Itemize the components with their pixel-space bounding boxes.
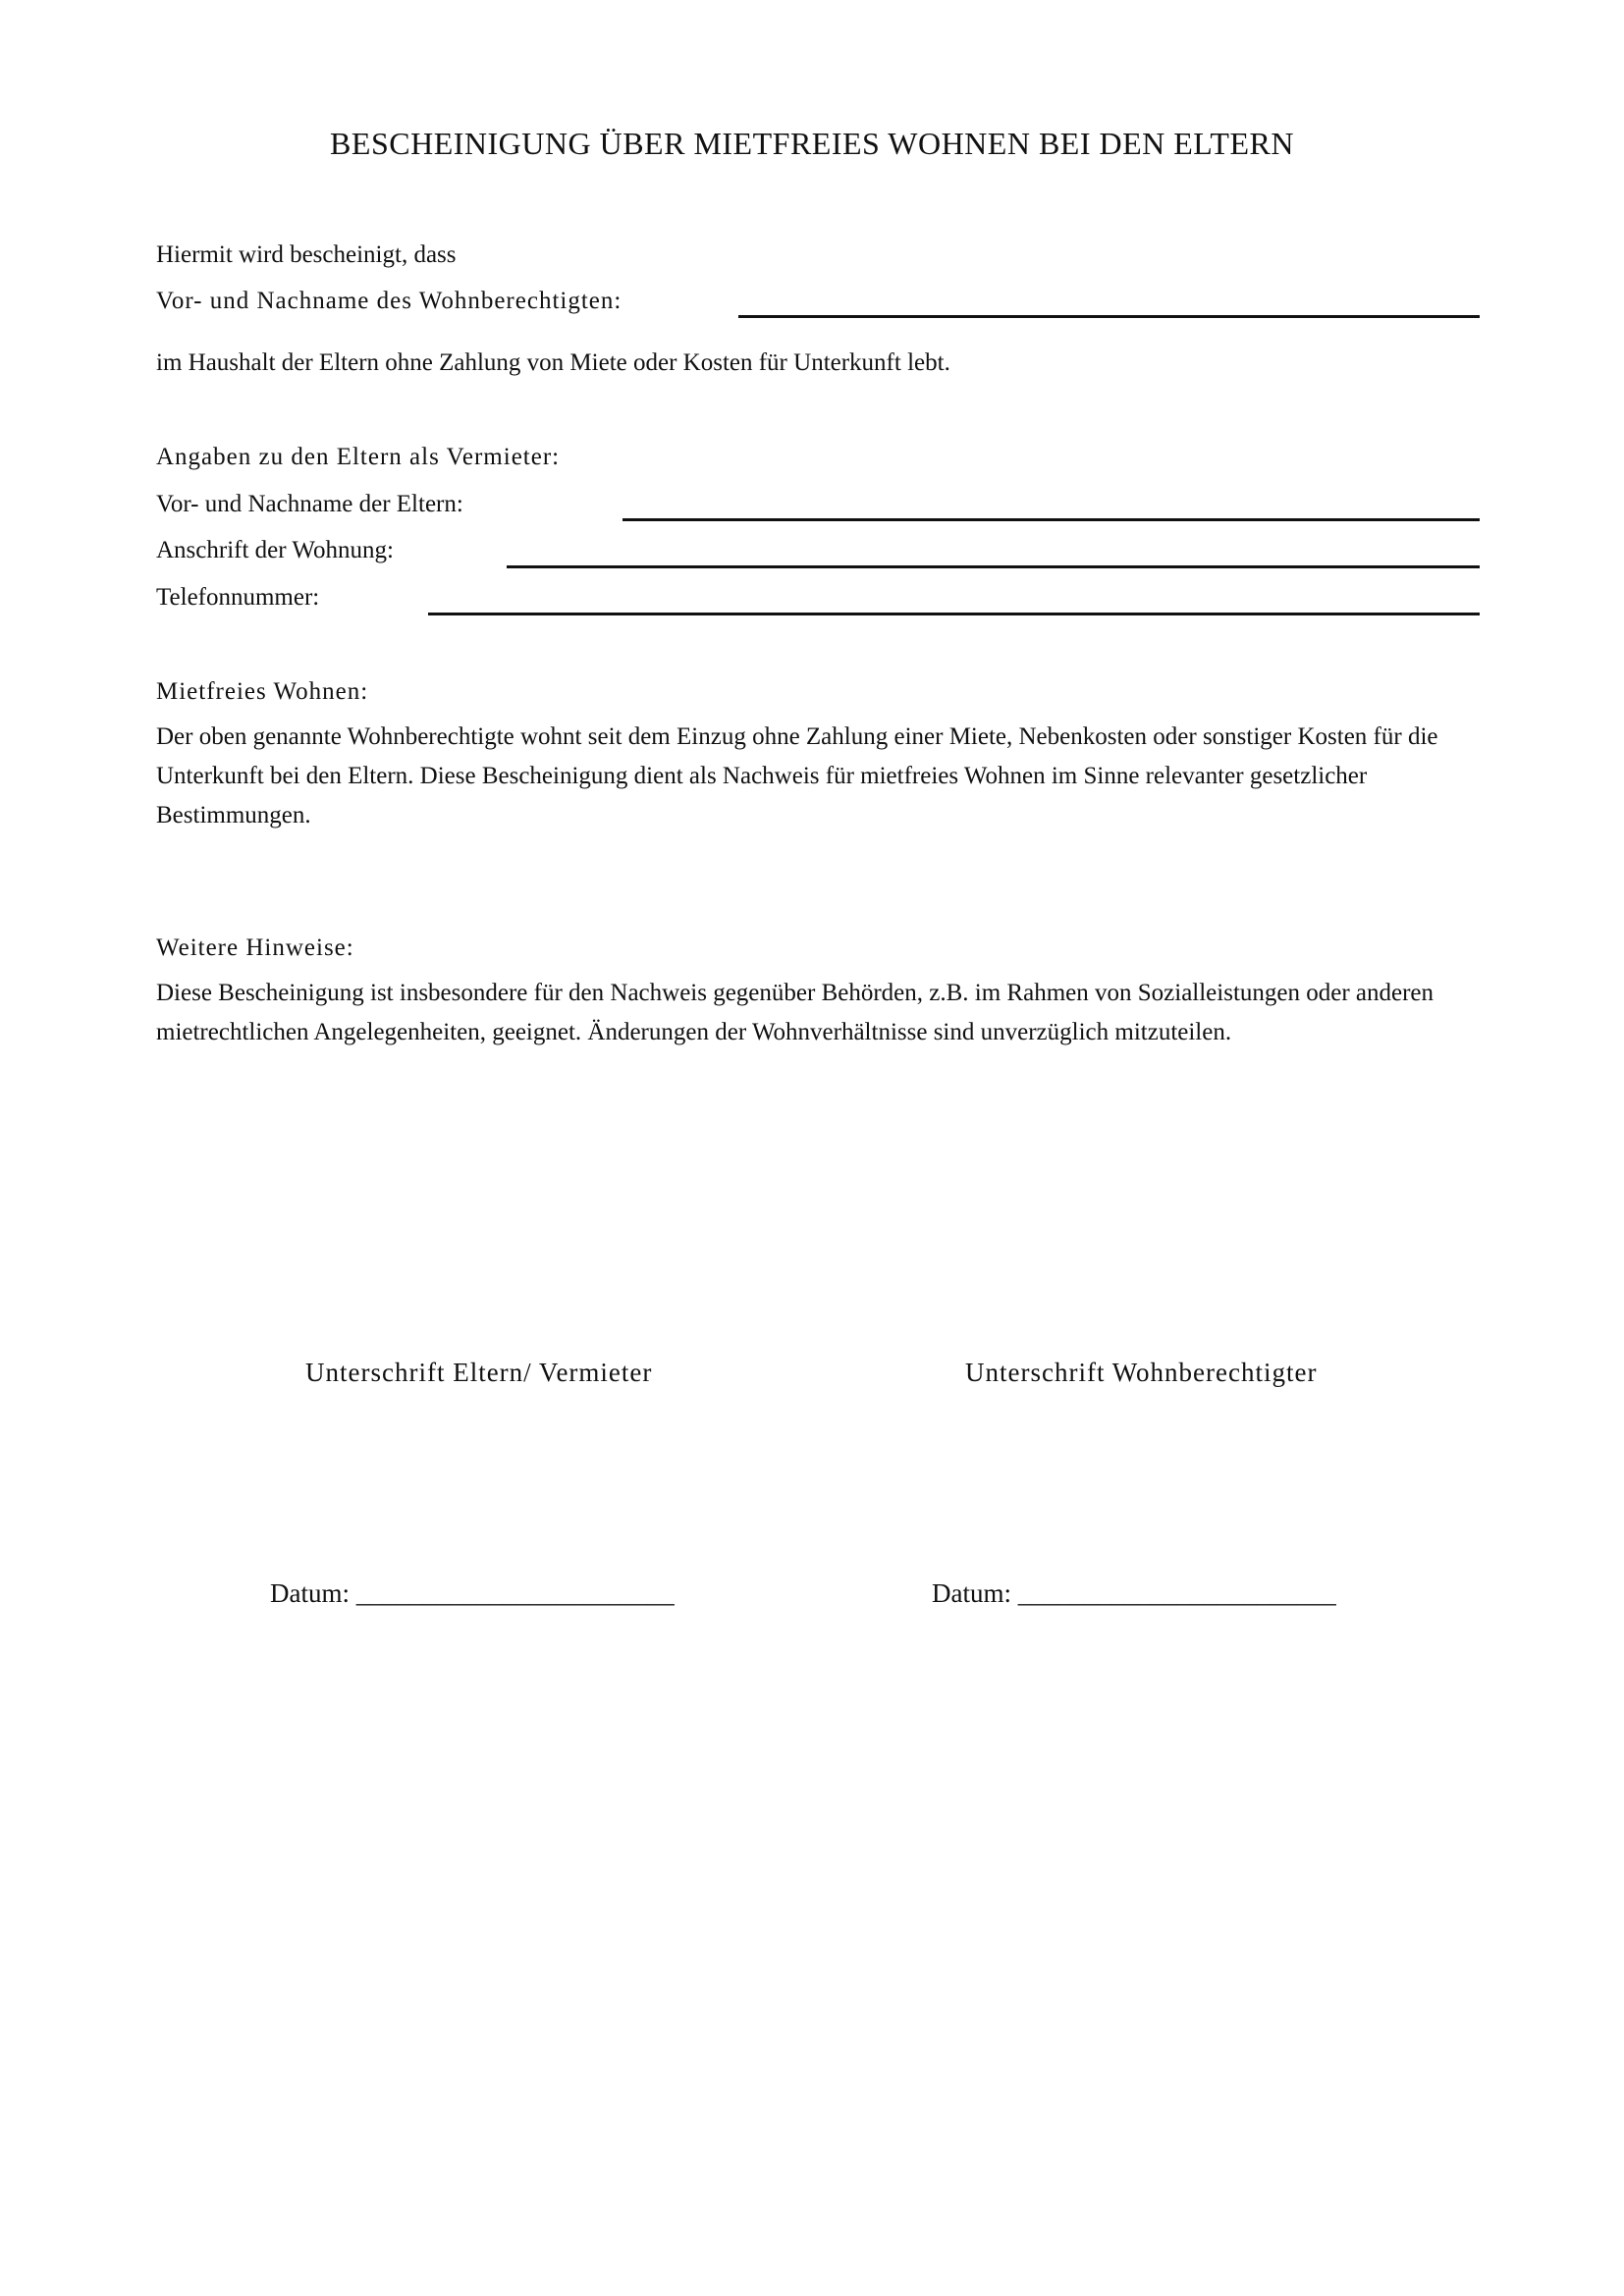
intro-continuation-text: im Haushalt der Eltern ohne Zahlung von Miete oder Kosten für Unterkunft lebt.: [156, 349, 950, 376]
signature-label-parents: Unterschrift Eltern/ Vermieter: [305, 1358, 653, 1387]
intro-text: Hiermit wird bescheinigt, dass: [156, 241, 457, 268]
beneficiary-name-label: Vor- und Nachname des Wohnberechtigten:: [156, 288, 623, 314]
phone-line[interactable]: [428, 613, 1480, 615]
signature-label-beneficiary: Unterschrift Wohnberechtigter: [965, 1358, 1318, 1387]
date-field-beneficiary[interactable]: Datum: ________________________: [932, 1578, 1336, 1608]
address-label: Anschrift der Wohnung:: [156, 537, 394, 563]
beneficiary-name-line[interactable]: [738, 315, 1480, 318]
parents-name-line[interactable]: [623, 518, 1480, 521]
address-line[interactable]: [507, 565, 1480, 568]
parents-heading: Angaben zu den Eltern als Vermieter:: [156, 444, 561, 470]
rent-free-text: Der oben genannte Wohnberechtigte wohnt seit dem Einzug ohne Zahlung einer Miete, Nebenkosten oder sonstiger Kosten für die Unterkunft bei den Eltern. Diese Bescheinigung dient als Nachweis für mietfreies Wohnen im Sinne relevanter gesetzlicher Bestimmungen.: [156, 723, 1438, 828]
notes-heading: Weitere Hinweise:: [156, 934, 354, 961]
document-title: BESCHEINIGUNG ÜBER MIETFREIES WOHNEN BEI DEN ELTERN: [330, 126, 1294, 161]
date-field-parents[interactable]: Datum: ________________________: [270, 1578, 675, 1608]
phone-label: Telefonnummer:: [156, 584, 320, 611]
parents-name-label: Vor- und Nachname der Eltern:: [156, 491, 463, 517]
notes-text: Diese Bescheinigung ist insbesondere für den Nachweis gegenüber Behörden, z.B. im Rahmen von Sozialleistungen oder anderen mietrechtlichen Angelegenheiten, geeignet. Änderungen der Wohnverhältnisse sind unverzüglich mitzuteilen.: [156, 980, 1435, 1045]
rent-free-heading: Mietfreies Wohnen:: [156, 678, 369, 705]
